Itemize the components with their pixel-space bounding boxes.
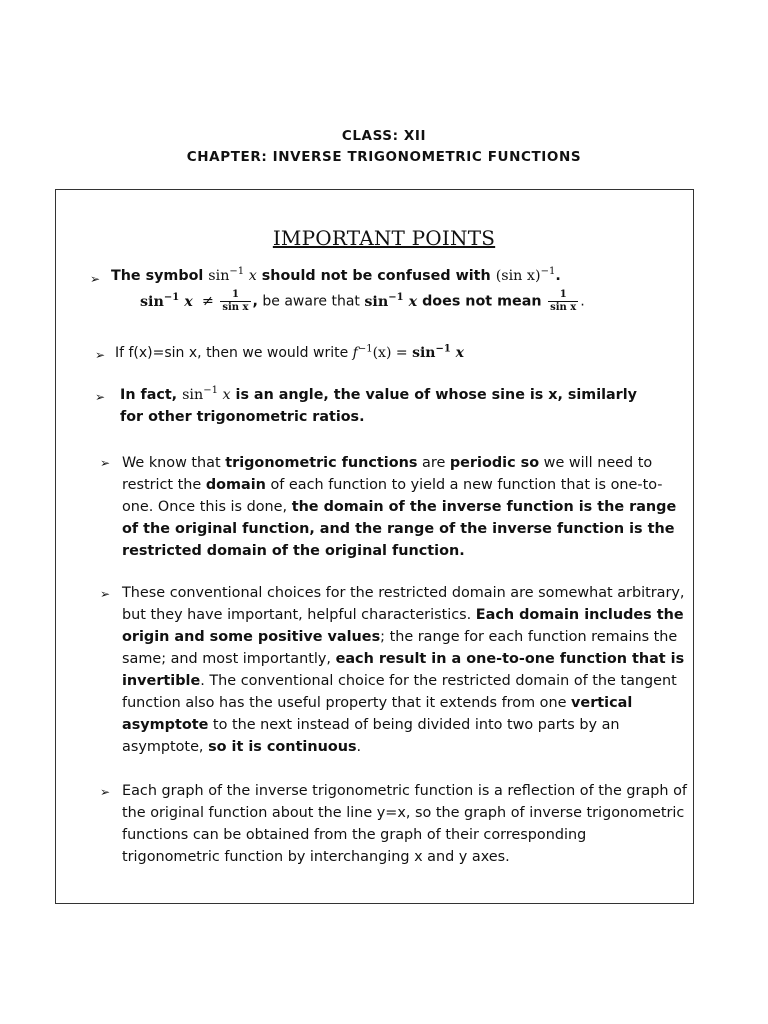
math-sin: sin: [208, 268, 230, 284]
text: be aware that: [257, 293, 365, 310]
math-sin: sin: [140, 293, 164, 310]
math-sin: sin: [364, 293, 389, 310]
not-equal-sign: ≠: [201, 293, 214, 310]
fraction-one-over-sinx: [548, 289, 578, 314]
math-sup: −1: [163, 291, 180, 303]
bold-text: vertical asymptote: [122, 695, 633, 733]
bullet-arrow-icon: ➢: [100, 587, 111, 601]
math-var: x: [455, 345, 465, 361]
bullet-arrow-icon: ➢: [95, 348, 106, 362]
math-var: x: [184, 293, 193, 310]
text: If f(x)=sin x, then we would write: [115, 345, 353, 361]
text: ; the range for each function remains the same; and most importantly,: [122, 629, 678, 667]
point-2: [115, 345, 464, 361]
text: The symbol: [111, 268, 204, 284]
bullet-arrow-icon: ➢: [100, 456, 111, 470]
math-x: (x): [372, 345, 392, 361]
bold-text: trigonometric functions: [225, 455, 418, 471]
bold-text: Each domain includes the origin and some positive values: [122, 607, 684, 645]
text: In fact,: [120, 387, 183, 403]
math-sin-x: (sin x): [495, 268, 541, 284]
math-sup: −1: [357, 343, 373, 355]
bold-text: the domain of the inverse function is the range of the original function, and the range of the inverse function is the restricted domain of the original function.: [122, 499, 677, 559]
text: is an angle, the value of whose sine is x, similarly: [230, 387, 637, 403]
text: We know that: [122, 455, 226, 471]
chapter-heading: CHAPTER: INVERSE TRIGONOMETRIC FUNCTIONS: [186, 149, 582, 165]
text: ,: [252, 293, 258, 310]
text: does not mean: [417, 293, 542, 310]
math-sup: −1: [435, 343, 451, 355]
point-1-line-1: [111, 268, 561, 284]
fraction-one-over-sinx: [220, 289, 250, 314]
math-sup: −1: [540, 266, 556, 278]
text: are: [417, 455, 450, 471]
math-sin: sin: [412, 345, 436, 361]
frac-den: sin x: [222, 302, 249, 313]
point-1-line-2: [140, 289, 585, 314]
frac-num: 1: [548, 289, 578, 302]
text: These conventional choices for the restricted domain are somewhat arbitrary, but they have important, helpful characteristics.: [122, 585, 685, 623]
frac-den: sin x: [550, 302, 577, 313]
math-var: x: [222, 387, 231, 403]
text: . The conventional choice for the restricted domain of the tangent function also has the useful property that it extends from one: [122, 673, 677, 711]
math-sup: −1: [229, 266, 245, 278]
frac-num: 1: [220, 289, 250, 302]
bullet-arrow-icon: ➢: [95, 390, 106, 404]
math-sup: −1: [388, 291, 404, 303]
point-4-paragraph: [122, 452, 687, 562]
bold-text: domain: [205, 477, 266, 493]
bold-text: each result in a one-to-one function that is invertible: [122, 651, 685, 689]
point-5-paragraph: [122, 582, 687, 758]
math-var: x: [248, 268, 257, 284]
math-var: x: [408, 293, 418, 310]
point-3-line-2: for other trigonometric ratios.: [120, 409, 365, 425]
math-sin: sin: [182, 387, 204, 403]
point-3-line-1: [120, 387, 637, 403]
math-sup: −1: [203, 385, 218, 397]
text: .: [555, 268, 561, 284]
bold-text: so it is continuous: [208, 739, 357, 755]
text: Each graph of the inverse trigonometric function is a reflection of the graph of the original function about the line y=x, so the graph of inverse trigonometric functions can be obtained from the graph of their corresponding trigonometric function by interchanging x and y axes.: [122, 783, 687, 865]
math-f: f: [352, 345, 358, 361]
box-title: IMPORTANT POINTS: [272, 226, 496, 250]
text: we will need to restrict the: [122, 455, 653, 493]
text: should not be confused with: [261, 268, 491, 284]
bold-text: periodic so: [449, 455, 540, 471]
point-6-paragraph: [122, 780, 687, 868]
text: to the next instead of being divided into two parts by an asymptote,: [122, 717, 620, 755]
bullet-arrow-icon: ➢: [100, 785, 111, 799]
class-heading: CLASS: XII: [341, 128, 427, 144]
text: .: [580, 293, 585, 310]
equals: =: [391, 345, 413, 361]
text: of each function to yield a new function that is one-to-one. Once this is done,: [122, 477, 663, 515]
text: .: [356, 739, 362, 755]
bullet-arrow-icon: ➢: [90, 272, 101, 286]
